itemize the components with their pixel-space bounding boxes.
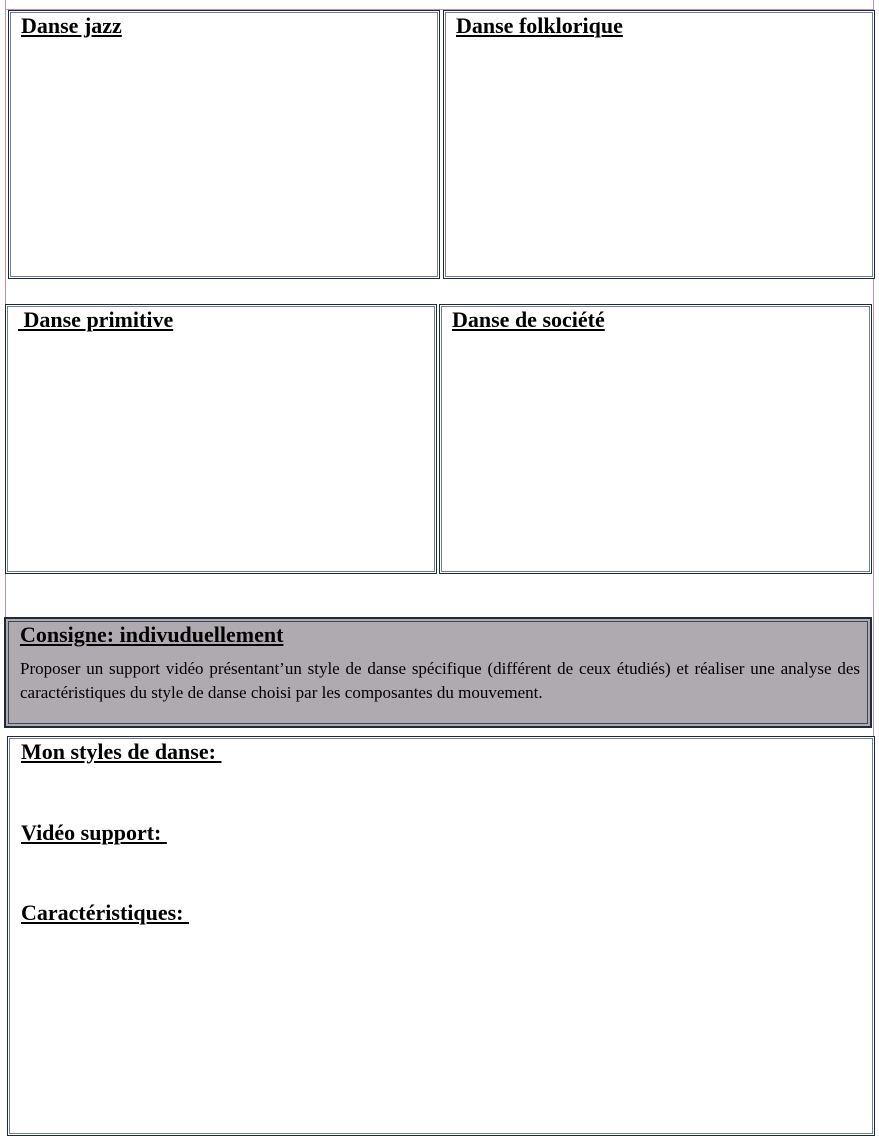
- box-danse-jazz[interactable]: [8, 10, 440, 279]
- label-video-support: Vidéo support:: [21, 820, 167, 845]
- consigne-text: Proposer un support vidéo présentant’un style de danse spécifique (différent de ceux étudiés) et réaliser une analyse des caractéristiques du style de danse choisi par les composantes du mouvement.: [20, 659, 860, 702]
- consigne-panel: [4, 617, 872, 728]
- consigne-title: Consigne: indivuduellement: [20, 622, 284, 647]
- answer-box[interactable]: [7, 736, 875, 1136]
- box-title-folklorique: Danse folklorique: [456, 13, 623, 38]
- box-title-societe: Danse de société: [452, 307, 605, 332]
- label-caracteristiques: Caractéristiques:: [21, 900, 190, 925]
- box-danse-folklorique[interactable]: [443, 10, 875, 279]
- label-mon-style: Mon styles de danse:: [21, 739, 222, 764]
- box-title-primitive: Danse primitive: [18, 307, 174, 332]
- box-danse-de-societe[interactable]: [439, 304, 872, 574]
- box-title-jazz: Danse jazz: [21, 13, 122, 38]
- box-danse-primitive[interactable]: [5, 304, 437, 574]
